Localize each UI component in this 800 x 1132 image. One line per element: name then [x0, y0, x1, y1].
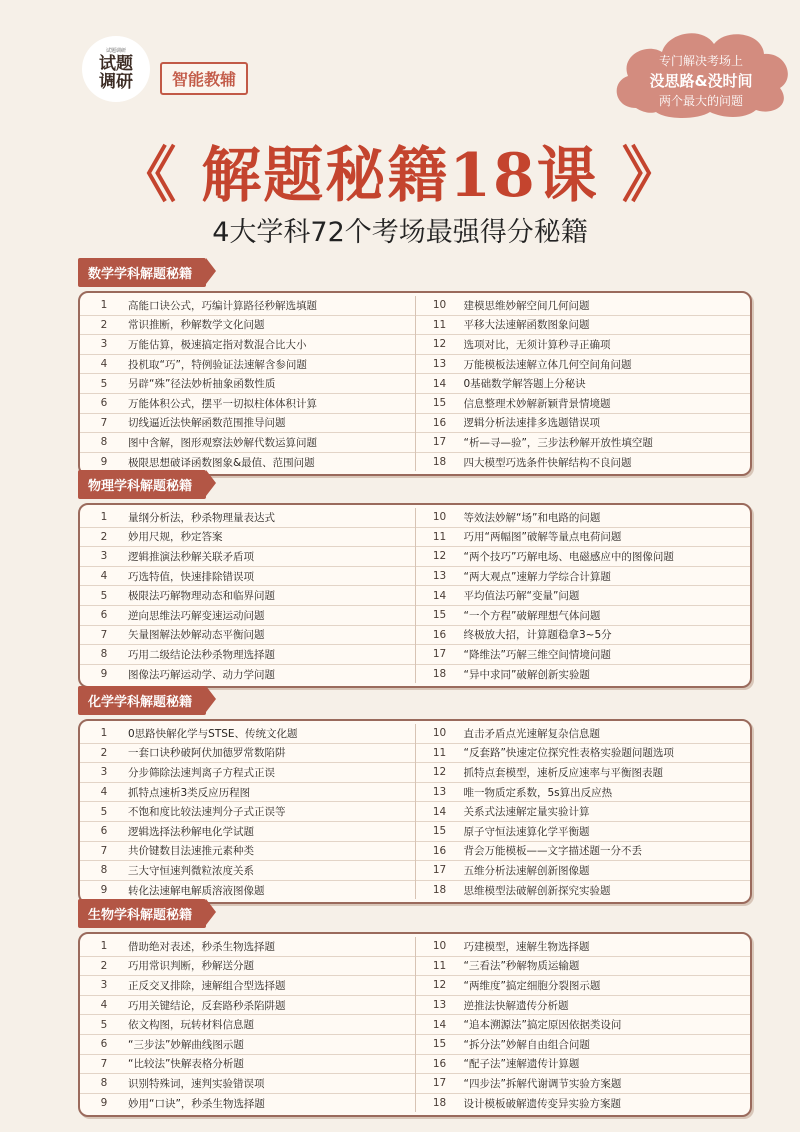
table-row [80, 335, 415, 355]
lesson-title: 建模思维妙解空间几何问题 [463, 299, 590, 312]
lesson-column-right [416, 937, 751, 1112]
lesson-number: 5 [100, 1018, 108, 1031]
lesson-title: 直击矛盾点光速解复杂信息题 [463, 727, 600, 740]
lesson-title: 思维模型法破解创新探究实验题 [463, 884, 611, 897]
lesson-title: 常识推断，秒解数学文化问题 [128, 319, 265, 332]
table-row [416, 394, 751, 414]
lesson-title: 切线逼近法快解函数范围推导问题 [128, 417, 286, 430]
section-title: 物理学科解题秘籍 [78, 470, 206, 499]
lesson-number: 16 [432, 416, 447, 429]
table-row [80, 1094, 415, 1113]
table-row [416, 744, 751, 764]
lesson-number: 3 [100, 550, 108, 563]
lesson-title: “三步法”妙解曲线图示题 [128, 1038, 244, 1051]
lesson-number: 4 [100, 570, 108, 583]
lesson-title: 分步筛除法速判离子方程式正误 [128, 766, 275, 779]
lesson-title: 依文构图，玩转材料信息题 [128, 1019, 254, 1032]
section-title: 生物学科解题秘籍 [78, 899, 206, 928]
lesson-number: 17 [432, 1077, 447, 1090]
table-row [416, 1074, 751, 1094]
lesson-title: 五维分析法速解创新图像题 [463, 864, 590, 877]
lesson-title: 万能模板法速解立体几何空间角问题 [463, 358, 632, 371]
cloud-line-3: 两个最大的问题 [658, 94, 743, 108]
lesson-title: 转化法速解电解质溶液图像题 [128, 884, 265, 897]
lesson-number: 8 [100, 436, 108, 449]
lesson-number: 14 [432, 589, 447, 602]
lesson-number: 6 [100, 397, 108, 410]
table-row [80, 783, 415, 803]
table-row [416, 355, 751, 375]
table-row [80, 528, 415, 548]
table-row [80, 881, 415, 900]
lesson-title: 图像法巧解运动学、动力学问题 [128, 668, 275, 681]
lesson-number: 4 [100, 358, 108, 371]
lesson-number: 16 [432, 628, 447, 641]
table-row [416, 414, 751, 434]
table-row [80, 374, 415, 394]
lesson-title: 抓特点速析3类反应历程图 [128, 786, 251, 799]
table-row [80, 414, 415, 434]
lesson-title: “比较法”快解表格分析题 [128, 1058, 244, 1071]
lesson-title: 万能体积公式，摆平一切拟柱体体积计算 [128, 397, 317, 410]
lesson-number: 9 [100, 884, 108, 897]
lesson-number: 15 [432, 825, 447, 838]
table-row [416, 783, 751, 803]
lesson-number: 2 [100, 959, 108, 972]
lesson-title: 逻辑分析法速排多选题错误项 [463, 417, 600, 430]
lesson-number: 12 [432, 338, 447, 351]
table-row [80, 606, 415, 626]
lesson-title: 唯一物质定系数，5s算出反应热 [463, 786, 613, 799]
lesson-number: 12 [432, 550, 447, 563]
table-row [416, 606, 751, 626]
page-title: 《 解题秘籍18课 》 [116, 141, 684, 211]
lesson-title: 妙用尺规，秒定答案 [128, 531, 223, 544]
lesson-number: 15 [432, 1038, 447, 1051]
lesson-title: “异中求同”破解创新实验题 [463, 668, 590, 681]
table-row [80, 1055, 415, 1075]
lesson-number: 18 [432, 456, 447, 469]
table-row [416, 335, 751, 355]
table-row [80, 822, 415, 842]
table-row [416, 567, 751, 587]
lesson-number: 11 [432, 959, 447, 972]
lesson-number: 8 [100, 1077, 108, 1090]
lesson-title: 万能估算，极速搞定指对数混合比大小 [128, 338, 307, 351]
lesson-number: 1 [100, 727, 108, 740]
lesson-number: 7 [100, 844, 108, 857]
lesson-number: 2 [100, 530, 108, 543]
lesson-title: 不饱和度比较法速判分子式正误等 [128, 806, 286, 819]
lesson-title: 等效法妙解“场”和电路的问题 [463, 511, 601, 524]
table-row [416, 976, 751, 996]
table-row [80, 724, 415, 744]
lesson-title: “析—寻—验”，三步法秒解开放性填空题 [463, 436, 653, 449]
table-row [80, 861, 415, 881]
lesson-title: 原子守恒法速算化学平衡题 [463, 825, 590, 838]
lesson-number: 2 [100, 746, 108, 759]
lesson-title: 识别特殊词，速判实验错误项 [128, 1077, 265, 1090]
lesson-title: 高能口诀公式，巧编计算路径秒解选填题 [128, 299, 317, 312]
lesson-title: 矢量图解法妙解动态平衡问题 [128, 629, 265, 642]
lesson-title: 巧用“两幅图”破解等量点电荷问题 [463, 531, 622, 544]
lesson-title: 四大模型巧选条件快解结构不良问题 [463, 456, 632, 469]
table-row [416, 665, 751, 684]
lesson-title: “两维度”搞定细胞分裂图示题 [463, 979, 601, 992]
lesson-title: 平移大法速解函数图象问题 [463, 319, 590, 332]
table-row [80, 802, 415, 822]
lesson-title: 共价键数目法速推元素种类 [128, 845, 254, 858]
lesson-title: “两大观点”速解力学综合计算题 [463, 570, 611, 583]
lesson-number: 7 [100, 628, 108, 641]
lesson-title: “反套路”快速定位探究性表格实验题问题选项 [463, 747, 674, 760]
lesson-title: 巧用关键结论，反套路秒杀陷阱题 [128, 999, 286, 1012]
lesson-title: 巧建模型，速解生物选择题 [463, 940, 590, 953]
lesson-title: 背会万能模板——文字描述题一分不丢 [463, 845, 642, 858]
lesson-number: 13 [432, 570, 447, 583]
lesson-title: 三大守恒速判微粒浓度关系 [128, 864, 254, 877]
table-row [80, 996, 415, 1016]
lesson-title: 巧用二级结论法秒杀物理选择题 [128, 648, 275, 661]
lesson-number: 1 [100, 299, 108, 312]
page-subtitle: 4大学科72个考场最强得分秘籍 [212, 217, 588, 248]
lesson-table [78, 291, 752, 476]
lesson-number: 3 [100, 766, 108, 779]
lesson-column-right [416, 508, 751, 683]
table-row [80, 937, 415, 957]
lesson-title: “降维法”巧解三维空间情境问题 [463, 648, 611, 661]
lesson-title: 逆推法快解遗传分析题 [463, 999, 569, 1012]
lesson-title: 0基础数学解答题上分秘诀 [463, 378, 586, 391]
lesson-number: 8 [100, 864, 108, 877]
lesson-number: 9 [100, 456, 108, 469]
table-row [80, 316, 415, 336]
logo-line-1: 试题 [99, 54, 133, 74]
slogan-cloud [606, 20, 796, 120]
lesson-title: “拆分法”妙解自由组合问题 [463, 1038, 590, 1051]
lesson-number: 18 [432, 1097, 447, 1110]
table-row [80, 394, 415, 414]
lesson-number: 17 [432, 864, 447, 877]
table-row [416, 1035, 751, 1055]
lesson-number: 4 [100, 786, 108, 799]
math-section [78, 258, 752, 476]
category-tag: 智能教辅 [160, 62, 248, 95]
lesson-number: 13 [432, 999, 447, 1012]
physics-section [78, 470, 752, 688]
lesson-title: 巧用常识判断，秒解送分题 [128, 960, 254, 973]
table-row [416, 957, 751, 977]
lesson-title: 信息整理术妙解新颖背景情境题 [463, 397, 611, 410]
lesson-title: 借助绝对表述，秒杀生物选择题 [128, 940, 275, 953]
lesson-number: 1 [100, 511, 108, 524]
table-row [80, 957, 415, 977]
section-title: 化学学科解题秘籍 [78, 686, 206, 715]
table-row [80, 763, 415, 783]
lesson-title: 设计模板破解遗传变异实验方案题 [463, 1097, 621, 1110]
lesson-number: 8 [100, 648, 108, 661]
lesson-number: 9 [100, 668, 108, 681]
table-row [80, 567, 415, 587]
lesson-number: 14 [432, 1018, 447, 1031]
lesson-number: 10 [432, 727, 447, 740]
lesson-column-right [416, 296, 751, 471]
lesson-title: 一套口诀秒破阿伏加德罗常数陷阱 [128, 747, 286, 760]
table-row [416, 881, 751, 900]
biology-section [78, 899, 752, 1117]
table-row [80, 1015, 415, 1035]
table-row [416, 842, 751, 862]
cloud-line-2: 没思路&没时间 [649, 72, 753, 90]
lesson-title: 抓特点套模型，速析反应速率与平衡图表题 [463, 766, 663, 779]
lesson-title: 投机取“巧”，特例验证法速解含参问题 [128, 358, 307, 371]
lesson-number: 12 [432, 766, 447, 779]
lesson-number: 6 [100, 1038, 108, 1051]
lesson-title: 妙用“口诀”，秒杀生物选择题 [128, 1097, 265, 1110]
lesson-number: 6 [100, 825, 108, 838]
table-row [416, 433, 751, 453]
lesson-table [78, 503, 752, 688]
lesson-number: 11 [432, 746, 447, 759]
lesson-number: 3 [100, 979, 108, 992]
lesson-number: 5 [100, 589, 108, 602]
lesson-title: “配子法”速解遗传计算题 [463, 1058, 580, 1071]
table-row [416, 822, 751, 842]
table-row [80, 1035, 415, 1055]
lesson-number: 7 [100, 416, 108, 429]
logo-small-text: 试题调研 [105, 48, 126, 54]
table-row [80, 842, 415, 862]
lesson-table [78, 719, 752, 904]
table-row [416, 1094, 751, 1113]
table-row [416, 645, 751, 665]
lesson-number: 10 [432, 511, 447, 524]
table-row [416, 996, 751, 1016]
lesson-number: 17 [432, 648, 447, 661]
lesson-number: 5 [100, 805, 108, 818]
lesson-title: “两个技巧”巧解电场、电磁感应中的图像问题 [463, 550, 674, 563]
lesson-number: 14 [432, 805, 447, 818]
lesson-number: 17 [432, 436, 447, 449]
lesson-number: 18 [432, 668, 447, 681]
lesson-title: “一个方程”破解理想气体问题 [463, 609, 601, 622]
table-row [80, 433, 415, 453]
lesson-title: 平均值法巧解“变量”问题 [463, 590, 580, 603]
table-row [416, 1055, 751, 1075]
lesson-number: 4 [100, 999, 108, 1012]
table-row [416, 296, 751, 316]
table-row [416, 374, 751, 394]
table-row [416, 1015, 751, 1035]
table-row [416, 763, 751, 783]
table-row [416, 547, 751, 567]
table-row [80, 453, 415, 472]
lesson-column-left [80, 296, 416, 471]
lesson-column-left [80, 937, 416, 1112]
lesson-title: 选项对比，无须计算秒寻正确项 [463, 338, 611, 351]
lesson-title: 量纲分析法，秒杀物理量表达式 [128, 511, 275, 524]
lesson-number: 13 [432, 786, 447, 799]
table-row [416, 528, 751, 548]
lesson-column-left [80, 724, 416, 899]
lesson-title: 关系式法速解定量实验计算 [463, 806, 590, 819]
table-row [80, 976, 415, 996]
lesson-number: 15 [432, 609, 447, 622]
lesson-title: 另辟“殊”径法妙析抽象函数性质 [128, 378, 276, 391]
table-row [80, 1074, 415, 1094]
table-row [416, 626, 751, 646]
lesson-number: 16 [432, 1057, 447, 1070]
table-row [416, 586, 751, 606]
lesson-number: 11 [432, 318, 447, 331]
lesson-table [78, 932, 752, 1117]
table-row [416, 453, 751, 472]
lesson-title: 逆向思维法巧解变速运动问题 [128, 609, 265, 622]
lesson-number: 2 [100, 318, 108, 331]
section-title: 数学学科解题秘籍 [78, 258, 206, 287]
lesson-title: “四步法”拆解代谢调节实验方案题 [463, 1077, 622, 1090]
table-row [416, 316, 751, 336]
lesson-title: 极限思想破译函数图象&最值、范围问题 [128, 456, 315, 469]
table-row [416, 861, 751, 881]
lesson-title: 图中含解，图形观察法妙解代数运算问题 [128, 436, 317, 449]
table-row [80, 665, 415, 684]
lesson-number: 14 [432, 377, 447, 390]
table-row [80, 296, 415, 316]
lesson-number: 12 [432, 979, 447, 992]
lesson-title: 逻辑选择法秒解电化学试题 [128, 825, 254, 838]
table-row [416, 802, 751, 822]
lesson-title: 0思路快解化学与STSE、传统文化题 [128, 727, 298, 740]
lesson-number: 6 [100, 609, 108, 622]
lesson-column-left [80, 508, 416, 683]
lesson-title: “追本溯源法”搞定原因依据类设问 [463, 1019, 622, 1032]
lesson-title: 正反交叉排除，速解组合型选择题 [128, 979, 286, 992]
lesson-number: 3 [100, 338, 108, 351]
lesson-number: 10 [432, 299, 447, 312]
lesson-title: 巧选特值，快速排除错误项 [128, 570, 254, 583]
table-row [80, 508, 415, 528]
lesson-number: 1 [100, 940, 108, 953]
table-row [80, 586, 415, 606]
table-row [80, 355, 415, 375]
brand-logo [84, 38, 148, 100]
lesson-number: 11 [432, 530, 447, 543]
lesson-number: 18 [432, 884, 447, 897]
lesson-number: 9 [100, 1097, 108, 1110]
lesson-title: 终极放大招，计算题稳拿3~5分 [463, 629, 612, 642]
lesson-number: 7 [100, 1057, 108, 1070]
logo-line-2: 调研 [99, 72, 133, 92]
table-row [416, 724, 751, 744]
table-row [80, 744, 415, 764]
chemistry-section [78, 686, 752, 904]
cloud-line-1: 专门解决考场上 [658, 54, 743, 68]
lesson-title: 逻辑推演法秒解关联矛盾项 [128, 550, 254, 563]
lesson-number: 13 [432, 358, 447, 371]
lesson-column-right [416, 724, 751, 899]
lesson-number: 15 [432, 397, 447, 410]
table-row [80, 547, 415, 567]
table-row [80, 626, 415, 646]
lesson-number: 10 [432, 940, 447, 953]
lesson-title: “三看法”秒解物质运输题 [463, 960, 580, 973]
lesson-title: 极限法巧解物理动态和临界问题 [128, 590, 275, 603]
table-row [416, 937, 751, 957]
table-row [80, 645, 415, 665]
table-row [416, 508, 751, 528]
lesson-number: 5 [100, 377, 108, 390]
lesson-number: 16 [432, 844, 447, 857]
